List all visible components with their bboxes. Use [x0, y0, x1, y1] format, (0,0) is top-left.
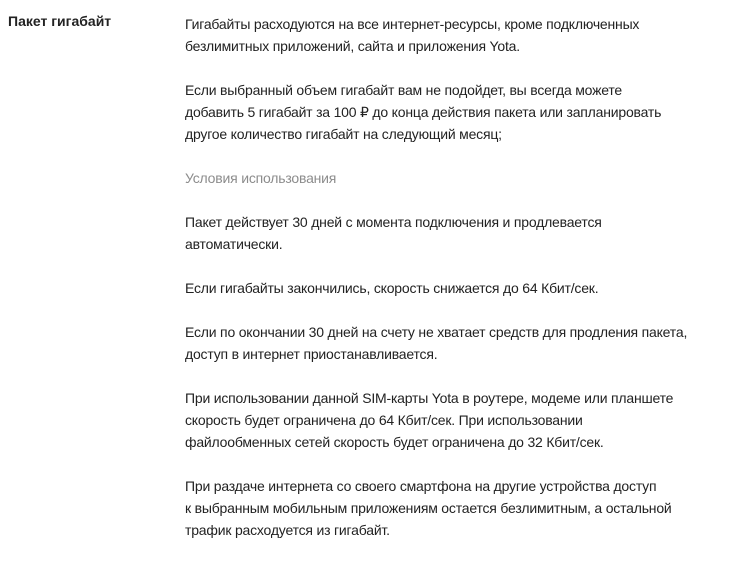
text-line: трафик расходуется из гигабайт. [185, 522, 390, 538]
text-line: Гигабайты расходуются на все интернет-ресурсы, кроме подключенных [185, 16, 640, 32]
text-line: Если выбранный объем гигабайт вам не подойдет, вы всегда можете [185, 82, 623, 98]
paragraph-description [185, 13, 740, 57]
section-title: Пакет гигабайт [8, 13, 112, 29]
condition-item [185, 387, 740, 453]
condition-item [185, 277, 740, 299]
text-line: автоматически. [185, 236, 283, 252]
conditions-heading-text: Условия использования [185, 170, 337, 186]
text-line: Пакет действует 30 дней с момента подключения и продлевается [185, 214, 602, 230]
text-line: скорость будет ограничена до 64 Кбит/сек. При использовании [185, 412, 583, 428]
text-line: Если гигабайты закончились, скорость снижается до 64 Кбит/сек. [185, 280, 599, 296]
text-line: файлообменных сетей скорость будет ограничена до 32 Кбит/сек. [185, 434, 604, 450]
text-line: При использовании данной SIM-карты Yota в роутере, модеме или планшете [185, 390, 674, 406]
text-line: доступ в интернет приостанавливается. [185, 346, 438, 362]
text-line: Если по окончании 30 дней на счету не хватает средств для продления пакета, [185, 324, 688, 340]
text-line: к выбранным мобильным приложениям остается безлимитным, а остальной [185, 500, 672, 516]
condition-item [185, 475, 740, 541]
text-line: другое количество гигабайт на следующий месяц; [185, 126, 502, 142]
text-line: При раздаче интернета со своего смартфона на другие устройства доступ [185, 478, 657, 494]
text-line: безлимитных приложений, сайта и приложения Yota. [185, 38, 520, 54]
condition-item [185, 321, 740, 365]
condition-item [185, 211, 740, 255]
conditions-heading [185, 167, 740, 189]
section-content [185, 13, 740, 563]
paragraph-add-gigabytes [185, 79, 740, 145]
text-line: добавить 5 гигабайт за 100 ₽ до конца действия пакета или запланировать [185, 104, 662, 120]
